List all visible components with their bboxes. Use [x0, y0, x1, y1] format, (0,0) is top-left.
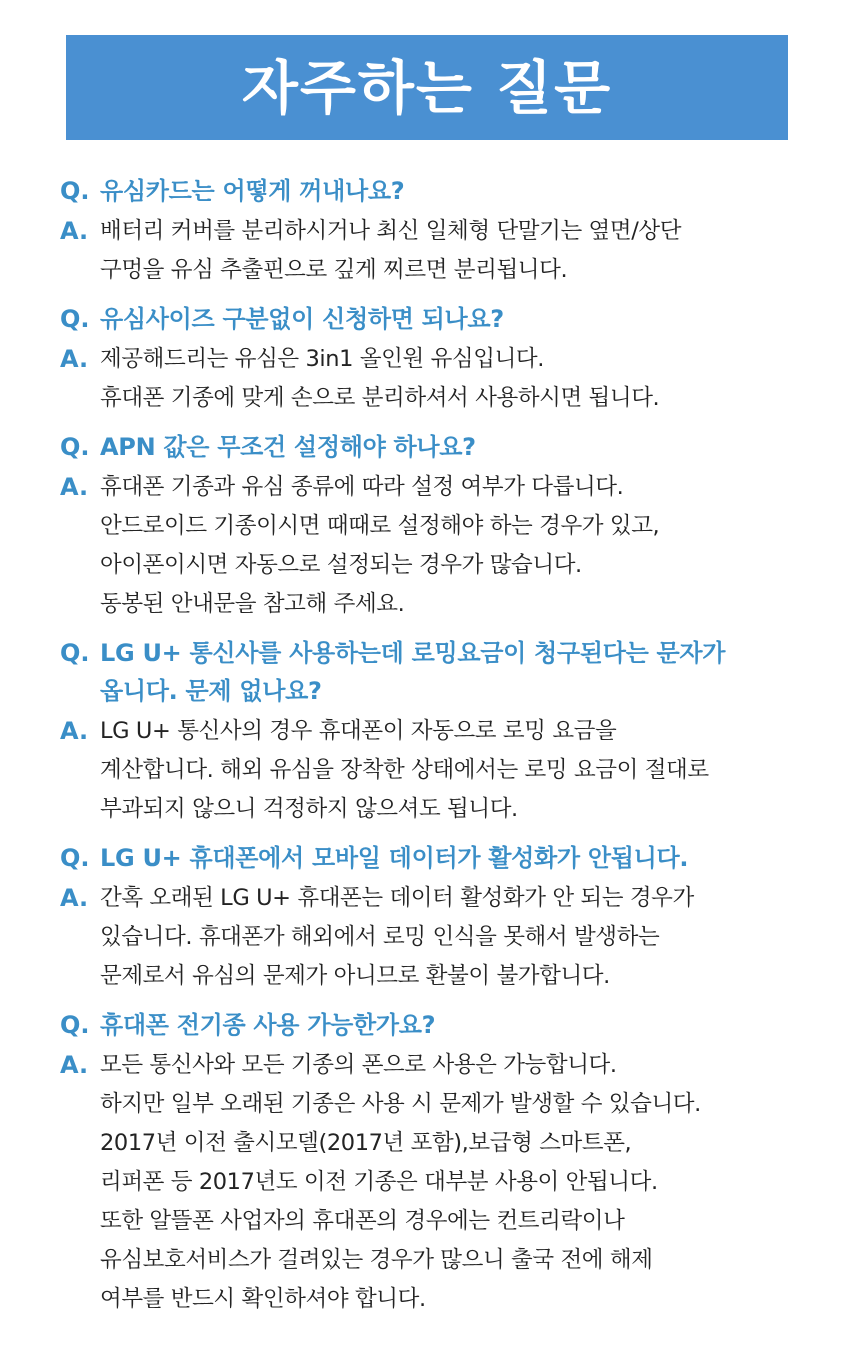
title-banner — [66, 35, 788, 140]
faq-answer — [60, 340, 840, 418]
answer-line: 있습니다. 휴대폰가 해외에서 로밍 인식을 못해서 발생하는 — [100, 924, 660, 950]
faq-item — [60, 1006, 840, 1319]
answer-text — [100, 879, 840, 996]
faq-item — [60, 428, 840, 624]
answer-line: LG U+ 통신사의 경우 휴대폰이 자동으로 로밍 요금을 — [100, 718, 617, 744]
faq-answer — [60, 468, 840, 624]
answer-line: 모든 통신사와 모든 기종의 폰으로 사용은 가능합니다. — [100, 1052, 617, 1078]
answer-prefix: A. — [60, 884, 89, 912]
question-line: LG U+ 휴대폰에서 모바일 데이터가 활성화가 안됩니다. — [100, 844, 689, 872]
faq-answer — [60, 879, 840, 996]
answer-line: 유심보호서비스가 걸려있는 경우가 많으니 출국 전에 해제 — [100, 1247, 653, 1273]
question-line: 유심사이즈 구분없이 신청하면 되나요? — [100, 305, 504, 333]
answer-text — [100, 1046, 840, 1319]
faq-answer — [60, 1046, 840, 1319]
faq-question — [60, 839, 840, 877]
faq-item — [60, 300, 840, 418]
answer-line: 또한 알뜰폰 사업자의 휴대폰의 경우에는 컨트리락이나 — [100, 1208, 625, 1234]
answer-text — [100, 468, 840, 624]
question-prefix: Q. — [60, 844, 90, 872]
faq-question — [60, 172, 840, 210]
faq-item — [60, 172, 840, 290]
faq-question — [60, 428, 840, 466]
question-text — [100, 300, 840, 338]
answer-prefix: A. — [60, 717, 89, 745]
answer-prefix: A. — [60, 345, 89, 373]
answer-line: 휴대폰 기종에 맞게 손으로 분리하셔서 사용하시면 됩니다. — [100, 385, 660, 411]
answer-prefix: A. — [60, 1051, 89, 1079]
faq-item — [60, 634, 840, 829]
faq-list — [60, 172, 840, 1329]
answer-line: 계산합니다. 해외 유심을 장착한 상태에서는 로밍 요금이 절대로 — [100, 757, 709, 783]
question-prefix: Q. — [60, 639, 90, 667]
question-text — [100, 634, 840, 710]
faq-answer — [60, 712, 840, 829]
answer-line: 리퍼폰 등 2017년도 이전 기종은 대부분 사용이 안됩니다. — [100, 1169, 658, 1195]
answer-line: 제공해드리는 유심은 3in1 올인원 유심입니다. — [100, 346, 544, 372]
question-prefix: Q. — [60, 305, 90, 333]
question-text — [100, 428, 840, 466]
answer-prefix: A. — [60, 217, 89, 245]
faq-item — [60, 839, 840, 996]
answer-line: 문제로서 유심의 문제가 아니므로 환불이 불가합니다. — [100, 963, 610, 989]
question-text — [100, 172, 840, 210]
faq-answer — [60, 212, 840, 290]
question-line: 휴대폰 전기종 사용 가능한가요? — [100, 1011, 436, 1039]
answer-prefix: A. — [60, 473, 89, 501]
answer-line: 하지만 일부 오래된 기종은 사용 시 문제가 발생할 수 있습니다. — [100, 1091, 701, 1117]
answer-line: 동봉된 안내문을 참고해 주세요. — [100, 591, 405, 617]
faq-question — [60, 1006, 840, 1044]
question-prefix: Q. — [60, 177, 90, 205]
page-title: 자주하는 질문 — [241, 53, 613, 122]
question-line: APN 값은 무조건 설정해야 하나요? — [100, 433, 476, 461]
answer-text — [100, 340, 840, 418]
answer-line: 안드로이드 기종이시면 때때로 설정해야 하는 경우가 있고, — [100, 513, 660, 539]
faq-question — [60, 634, 840, 710]
answer-line: 배터리 커버를 분리하시거나 최신 일체형 단말기는 옆면/상단 — [100, 218, 682, 244]
faq-question — [60, 300, 840, 338]
answer-line: 간혹 오래된 LG U+ 휴대폰는 데이터 활성화가 안 되는 경우가 — [100, 885, 694, 911]
question-prefix: Q. — [60, 1011, 90, 1039]
answer-line: 아이폰이시면 자동으로 설정되는 경우가 많습니다. — [100, 552, 582, 578]
question-line: 유심카드는 어떻게 꺼내나요? — [100, 177, 405, 205]
answer-line: 부과되지 않으니 걱정하지 않으셔도 됩니다. — [100, 796, 518, 822]
answer-text — [100, 212, 840, 290]
question-prefix: Q. — [60, 433, 90, 461]
question-line: LG U+ 통신사를 사용하는데 로밍요금이 청구된다는 문자가 — [100, 639, 726, 667]
question-line: 옵니다. 문제 없나요? — [100, 677, 322, 705]
answer-line: 여부를 반드시 확인하셔야 합니다. — [100, 1286, 426, 1312]
answer-line: 2017년 이전 출시모델(2017년 포함),보급형 스마트폰, — [100, 1130, 632, 1156]
question-text — [100, 1006, 840, 1044]
answer-line: 구멍을 유심 추출핀으로 깊게 찌르면 분리됩니다. — [100, 257, 568, 283]
answer-text — [100, 712, 840, 829]
question-text — [100, 839, 840, 877]
answer-line: 휴대폰 기종과 유심 종류에 따라 설정 여부가 다릅니다. — [100, 474, 624, 500]
